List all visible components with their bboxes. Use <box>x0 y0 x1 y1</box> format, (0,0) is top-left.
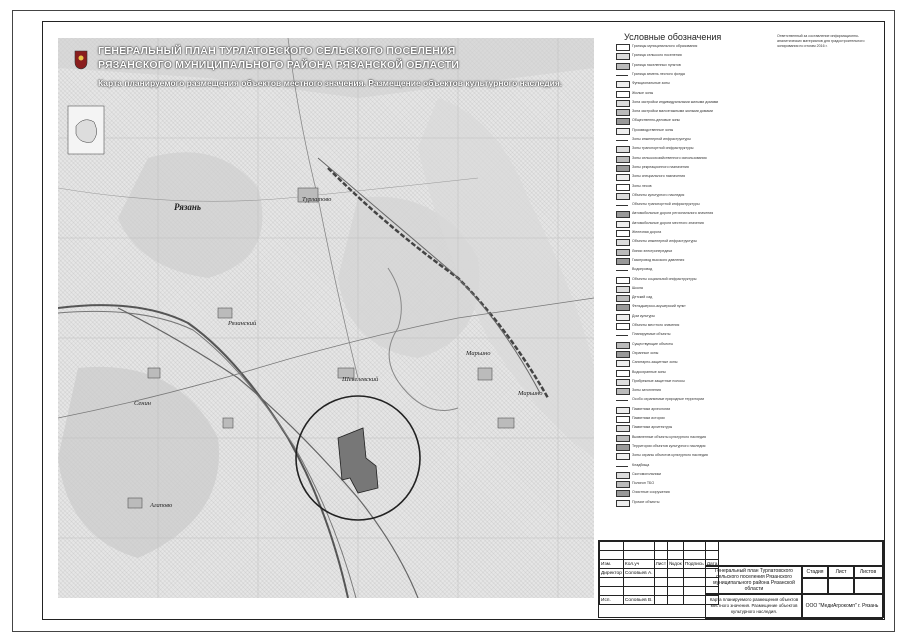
legend-label: Школа <box>632 285 643 290</box>
legend-symbol-icon <box>616 258 630 265</box>
legend-symbol-icon <box>616 128 630 135</box>
legend-symbol-icon <box>616 156 630 163</box>
legend-symbol-icon <box>616 140 628 141</box>
legend-symbol-icon <box>616 351 630 358</box>
legend-item <box>598 100 884 106</box>
legend-item <box>598 193 884 199</box>
legend-symbol-icon <box>616 81 630 88</box>
legend-item <box>598 109 884 115</box>
legend-label: Объекты инженерной инфраструктуры <box>632 239 697 244</box>
legend-item <box>598 435 884 441</box>
legend-label: Водоохранные зоны <box>632 369 666 374</box>
legend-label: Автомобильные дороги регионального значения <box>632 211 714 216</box>
title-block <box>598 540 884 618</box>
place-label: Шевелевский <box>342 376 379 383</box>
legend-panel <box>598 38 884 524</box>
map-title-block <box>98 44 568 88</box>
legend-label: Детский сад <box>632 295 653 300</box>
legend-note: Ответственный за составление информационно-аналитических материалов для градостроительного зонирования по итогам 2016 г. <box>777 34 865 48</box>
legend-label: Водопровод <box>632 267 653 272</box>
legend-item <box>598 44 884 50</box>
legend-symbol-icon <box>616 472 630 479</box>
legend-label: Дом культуры <box>632 313 655 318</box>
legend-symbol-icon <box>616 118 630 125</box>
legend-label: Памятники истории <box>632 416 665 420</box>
role-cell: Директор <box>601 570 622 576</box>
legend-symbol-icon <box>616 277 630 284</box>
coat-of-arms-icon <box>74 50 88 75</box>
legend-item <box>598 370 884 376</box>
legend-item <box>598 425 884 431</box>
legend-item <box>598 379 884 385</box>
name-cell: Соловьев В. <box>624 597 653 603</box>
blank-header-cell <box>705 541 883 567</box>
legend-item <box>598 267 884 273</box>
legend-symbol-icon <box>616 490 630 497</box>
legend-item <box>598 416 884 422</box>
legend-item <box>598 156 884 162</box>
legend-symbol-icon <box>616 444 630 451</box>
legend-symbol-icon <box>616 466 628 467</box>
legend-symbol-icon <box>616 360 630 367</box>
legend-item <box>598 63 884 69</box>
legend-label: Объекты социальной инфраструктуры <box>632 276 697 281</box>
legend-symbol-icon <box>616 286 630 293</box>
legend-label: Кладбища <box>632 462 650 467</box>
legend-label: Памятники архитектуры <box>632 425 673 430</box>
legend-label: Объекты транспортной инфраструктуры <box>632 202 700 207</box>
legend-item <box>598 165 884 171</box>
rev-header: Лист <box>655 561 667 567</box>
legend-symbol-icon <box>616 500 630 507</box>
legend-label: Территории объектов культурного наследия <box>632 443 706 448</box>
legend-label: Зоны сельскохозяйственного использования <box>632 155 707 160</box>
legend-item <box>598 332 884 338</box>
legend-item <box>598 342 884 348</box>
legend-item <box>598 221 884 227</box>
legend-label: Полигон ТБО <box>632 481 655 486</box>
legend-item <box>598 128 884 134</box>
legend-label: Зоны охраны объектов культурного наследия <box>632 453 708 458</box>
legend-label: Планируемые объекты <box>632 332 671 337</box>
drawing-name: Карта планируемого размещения объектов местного значения. Размещение объектов культурного наследия. <box>705 593 803 619</box>
legend-symbol-icon <box>616 453 630 460</box>
legend-item <box>598 472 884 478</box>
legend-symbol-icon <box>616 342 630 349</box>
legend-label: Объекты местного значения <box>632 323 680 327</box>
legend-symbol-icon <box>616 53 630 60</box>
stage-label: Стадия <box>801 565 829 579</box>
legend-item <box>598 72 884 78</box>
legend-symbol-icon <box>616 44 630 51</box>
map-subtitle: Карта планируемого размещения объектов местного значения. Размещение объектов культурного наследия. <box>98 78 563 88</box>
legend-label: Функциональные зоны <box>632 81 670 86</box>
legend-label: Прочие объекты <box>632 499 660 504</box>
legend-label: Существующие объекты <box>632 341 674 346</box>
legend-label: Памятники археологии <box>632 406 671 411</box>
legend-symbol-icon <box>616 416 630 423</box>
legend-item <box>598 295 884 301</box>
legend-item <box>598 397 884 403</box>
legend-item <box>598 174 884 180</box>
legend-symbol-icon <box>616 193 630 200</box>
legend-item <box>598 304 884 310</box>
legend-item <box>598 202 884 208</box>
legend-item <box>598 463 884 469</box>
revision-table <box>599 541 719 605</box>
legend-symbol-icon <box>616 295 630 302</box>
legend-label: Зона застройки индивидуальными жилыми домами <box>632 99 719 104</box>
legend-label: Линии электропередачи <box>632 248 673 253</box>
legend-item <box>598 184 884 190</box>
legend-item <box>598 258 884 264</box>
legend-label: Граница земель лесного фонда <box>632 71 685 76</box>
legend-item <box>598 91 884 97</box>
legend-label: Граница сельского поселения <box>632 53 682 58</box>
legend-symbol-icon <box>616 75 628 76</box>
place-label: Марьино <box>466 350 491 357</box>
legend-symbol-icon <box>616 370 630 377</box>
legend-item <box>598 314 884 320</box>
legend-label: Зоны затопления <box>632 388 661 393</box>
project-name: Генеральный план Турлатовского сельского поселения Рязанского муниципального района Рязанской области <box>705 565 803 595</box>
sheets-label: Листов <box>853 565 883 579</box>
legend-item <box>598 360 884 366</box>
legend-symbol-icon <box>616 323 630 330</box>
legend-item <box>598 230 884 236</box>
legend-item <box>598 286 884 292</box>
legend-symbol-icon <box>616 239 630 246</box>
legend-item <box>598 239 884 245</box>
legend-symbol-icon <box>616 211 630 218</box>
map-area[interactable] <box>58 38 594 598</box>
legend-label: Зоны инженерной инфраструктуры <box>632 137 691 141</box>
legend-symbol-icon <box>616 388 630 395</box>
role-cell: Исп. <box>600 596 624 605</box>
legend-label: Жилые зоны <box>632 90 654 95</box>
legend-label: Зона застройки малоэтажными жилыми домами <box>632 109 713 114</box>
map-title-line-2: РЯЗАНСКОГО МУНИЦИПАЛЬНОГО РАЙОНА РЯЗАНСКОЙ ОБЛАСТИ <box>98 59 460 71</box>
legend-label: Общественно-деловые зоны <box>632 118 681 123</box>
legend-item <box>598 444 884 450</box>
legend-item <box>598 490 884 496</box>
legend-label: Железная дорога <box>632 230 662 234</box>
legend-symbol-icon <box>616 221 630 228</box>
place-label: Турлатово <box>302 196 332 203</box>
place-label: Марьино <box>518 390 543 397</box>
place-label: Рязанский <box>228 320 257 327</box>
company-name: ООО "МедиАгрокомп" г. Рязань <box>801 593 883 619</box>
legend-symbol-icon <box>616 304 630 311</box>
legend-label: Зоны транспортной инфраструктуры <box>632 146 694 151</box>
legend-symbol-icon <box>616 91 630 98</box>
legend-item <box>598 146 884 152</box>
legend-label: Газопровод высокого давления <box>632 257 685 262</box>
legend-label: Скотомогильники <box>632 471 662 476</box>
legend-symbol-icon <box>616 184 630 191</box>
legend-title: Условные обозначения <box>624 32 722 42</box>
legend-symbol-icon <box>616 481 630 488</box>
legend-label: Объекты культурного наследия <box>632 192 685 197</box>
legend-symbol-icon <box>616 407 630 414</box>
legend-label: Производственные зоны <box>632 127 674 132</box>
legend-item <box>598 81 884 87</box>
legend-symbol-icon <box>616 400 628 401</box>
legend-label: Выявленные объекты культурного наследия <box>632 434 706 439</box>
legend-label: Зоны лесов <box>632 183 652 188</box>
place-label: Рязань <box>174 202 202 212</box>
legend-label: Особо охраняемые природные территории <box>632 397 705 402</box>
legend-label: Граница населенных пунктов <box>632 62 681 67</box>
sheet-label: Лист <box>827 565 855 579</box>
legend-symbol-icon <box>616 146 630 153</box>
place-label: Сенин <box>134 400 151 407</box>
legend-item <box>598 351 884 357</box>
legend-item <box>598 323 884 329</box>
legend-label: Фельдшерско-акушерский пункт <box>632 304 686 309</box>
legend-item <box>598 277 884 283</box>
legend-symbol-icon <box>616 165 630 172</box>
legend-symbol-icon <box>616 100 630 107</box>
rev-header: Кол.уч <box>623 560 654 569</box>
legend-item <box>598 407 884 413</box>
legend-symbol-icon <box>616 230 630 237</box>
legend-symbol-icon <box>616 270 628 271</box>
legend-label: Зоны рекреационного назначения <box>632 164 689 169</box>
legend-symbol-icon <box>616 205 628 206</box>
legend-label: Охранные зоны <box>632 350 659 355</box>
legend-symbol-icon <box>616 63 630 70</box>
legend-symbol-icon <box>616 435 630 442</box>
legend-item <box>598 211 884 217</box>
legend-symbol-icon <box>616 174 630 181</box>
legend-item <box>598 388 884 394</box>
legend-item <box>598 118 884 124</box>
rev-header: №док <box>669 561 682 567</box>
place-label: Агапово <box>150 502 173 509</box>
legend-label: Зоны специального назначения <box>632 174 686 179</box>
map-title-line-1: ГЕНЕРАЛЬНЫЙ ПЛАН ТУРЛАТОВСКОГО СЕЛЬСКОГО ПОСЕЛЕНИЯ <box>98 45 456 57</box>
rev-header: Дата <box>706 561 718 567</box>
legend-label: Границы муниципального образования <box>632 44 698 48</box>
legend-symbol-icon <box>616 249 630 256</box>
name-cell: Соловьев А. <box>624 570 653 576</box>
legend-symbol-icon <box>616 109 630 116</box>
legend-label: Прибрежные защитные полосы <box>632 378 685 383</box>
rev-header: Изм. <box>600 560 624 569</box>
legend-symbol-icon <box>616 425 630 432</box>
rev-header: Подпись <box>684 561 704 567</box>
legend-item <box>598 453 884 459</box>
legend-symbol-icon <box>616 335 628 336</box>
legend-item <box>598 249 884 255</box>
map-canvas <box>58 38 594 598</box>
legend-symbol-icon <box>616 314 630 321</box>
legend-item <box>598 481 884 487</box>
legend-item <box>598 137 884 143</box>
legend-item <box>598 500 884 506</box>
legend-symbol-icon <box>616 379 630 386</box>
legend-label: Санитарно-защитные зоны <box>632 360 678 365</box>
legend-label: Автомобильные дороги местного значения <box>632 220 704 225</box>
legend-item <box>598 53 884 59</box>
legend-label: Очистные сооружения <box>632 490 670 495</box>
